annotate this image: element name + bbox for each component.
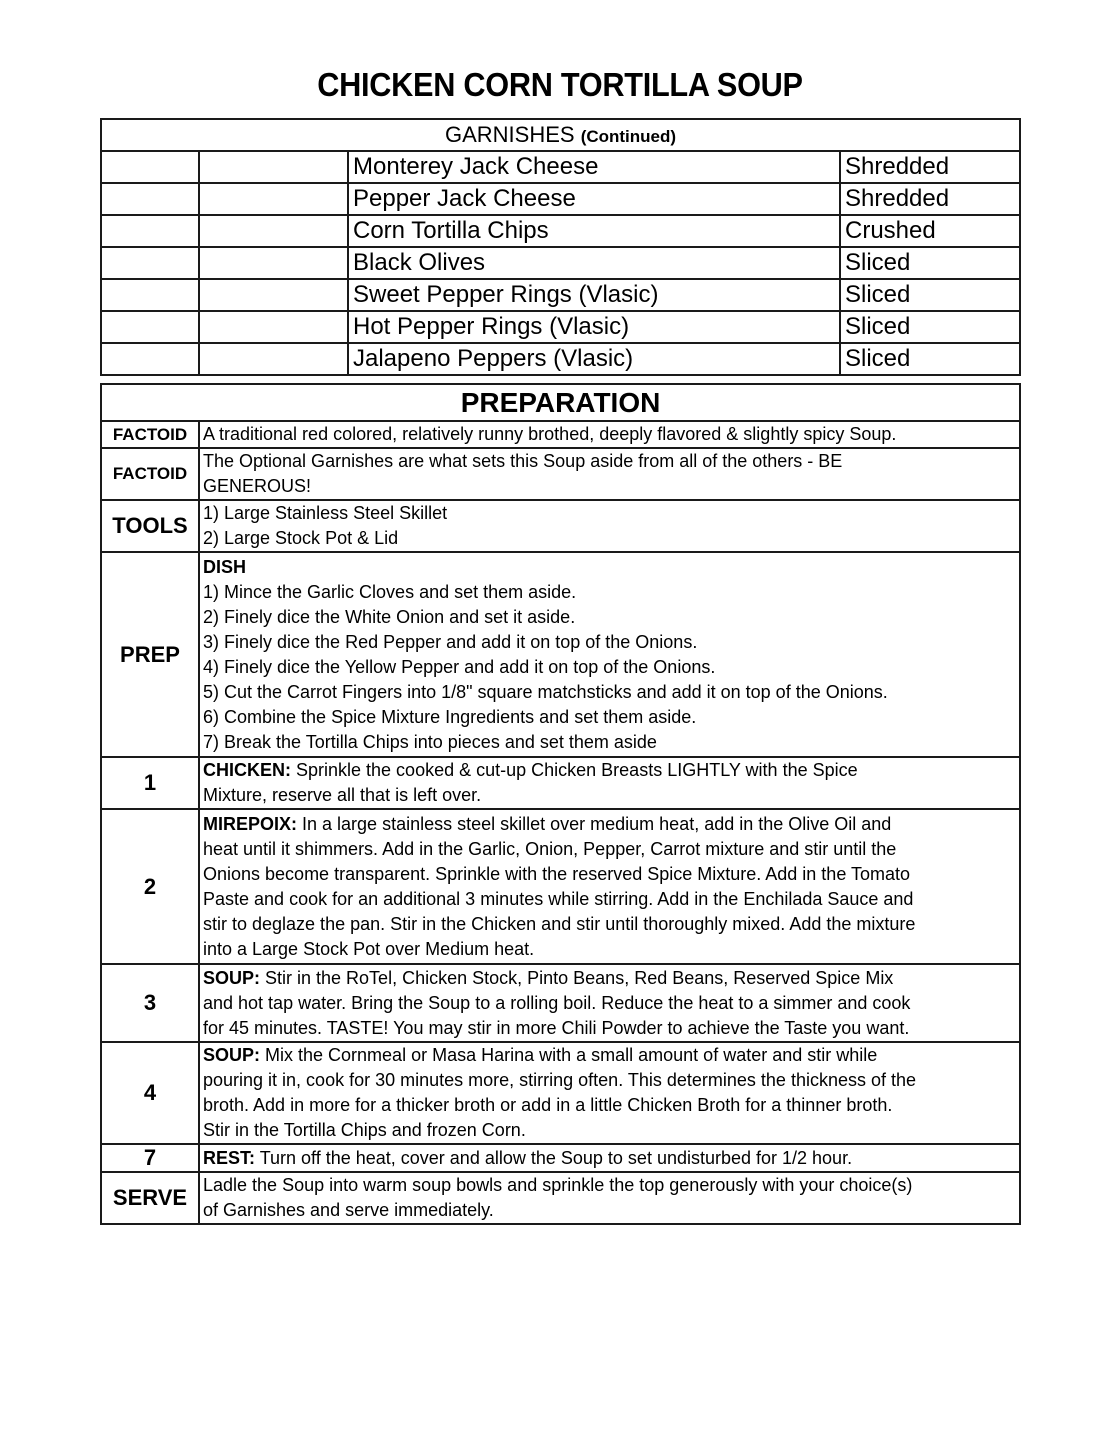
garnishes-heading-text: GARNISHES [444,122,575,147]
text-line: of Garnishes and serve immediately. [203,1200,494,1220]
empty-cell [101,279,199,311]
text-line: 2) Finely dice the White Onion and set it aside. [203,606,576,627]
step-row [101,757,1020,809]
garnishes-heading-note: (Continued) [580,127,677,146]
garnish-item: Sweet Pepper Rings (Vlasic) [348,279,840,311]
step-lead: SOUP: [203,1045,261,1065]
garnish-row [101,151,1020,183]
step-row [101,1144,1020,1172]
garnish-prep: Sliced [840,247,1020,279]
garnish-prep: Crushed [840,215,1020,247]
text-line: and hot tap water. Bring the Soup to a rolling boil. Reduce the heat to a simmer and cook [203,992,911,1013]
text-line: pouring it in, cook for 30 minutes more, stirring often. This determines the thickness of the [203,1070,917,1090]
garnishes-header-row [101,119,1020,151]
row-text [199,552,1020,757]
text-line: Mixture, reserve all that is left over. [203,785,482,805]
step-lead: MIREPOIX: [203,813,298,834]
text-line: 5) Cut the Carrot Fingers into 1/8" square matchsticks and add it on top of the Onions. [203,681,888,702]
row-label: SERVE [101,1172,199,1224]
text-line: 2) Large Stock Pot & Lid [203,528,399,548]
text-line: for 45 minutes. TASTE! You may stir in more Chili Powder to achieve the Taste you want. [203,1017,910,1038]
row-text [199,448,1020,500]
garnish-item: Monterey Jack Cheese [348,151,840,183]
step-number: 7 [101,1144,199,1172]
step-number: 1 [101,757,199,809]
empty-cell [101,311,199,343]
step-number: 2 [101,809,199,964]
text-line: Paste and cook for an additional 3 minutes while stirring. Add in the Enchilada Sauce and [203,888,914,909]
empty-cell [199,279,348,311]
step-row [101,1042,1020,1144]
text-line: into a Large Stock Pot over Medium heat. [203,938,535,959]
preparation-header-row [101,384,1020,421]
text-line: 1) Mince the Garlic Cloves and set them aside. [203,581,577,602]
factoid-row [101,421,1020,448]
step-number: 4 [101,1042,199,1144]
row-label: PREP [101,552,199,757]
garnish-prep: Shredded [840,151,1020,183]
garnishes-body [101,151,1020,375]
garnish-prep: Sliced [840,343,1020,375]
row-text [199,1042,1020,1144]
text-line: Stir in the Tortilla Chips and frozen Corn. [203,1120,526,1140]
empty-cell [101,343,199,375]
garnish-row [101,215,1020,247]
empty-cell [199,343,348,375]
garnish-row [101,183,1020,215]
text-line: Onions become transparent. Sprinkle with the reserved Spice Mixture. Add in the Tomato [203,863,911,884]
prep-row [101,552,1020,757]
row-text [199,1172,1020,1224]
garnish-item: Hot Pepper Rings (Vlasic) [348,311,840,343]
garnishes-table [100,118,1021,376]
text-line: Ladle the Soup into warm soup bowls and sprinkle the top generously with your choice(s) [203,1175,913,1195]
row-label: TOOLS [101,500,199,552]
garnish-item: Corn Tortilla Chips [348,215,840,247]
garnish-row [101,311,1020,343]
garnish-row [101,343,1020,375]
text-line: heat until it shimmers. Add in the Garlic, Onion, Pepper, Carrot mixture and stir until the [203,838,897,859]
tools-row [101,500,1020,552]
garnish-prep: Sliced [840,279,1020,311]
garnish-prep: Sliced [840,311,1020,343]
row-text [199,421,1020,448]
empty-cell [199,215,348,247]
step-lead: SOUP: [203,967,261,988]
garnish-prep: Shredded [840,183,1020,215]
preparation-table [100,383,1021,1225]
empty-cell [199,247,348,279]
step-number: 3 [101,964,199,1042]
garnish-item: Pepper Jack Cheese [348,183,840,215]
text-line: In a large stainless steel skillet over medium heat, add in the Olive Oil and [297,813,892,834]
garnish-item: Jalapeno Peppers (Vlasic) [348,343,840,375]
text-line: broth. Add in more for a thicker broth or add in a little Chicken Broth for a thinner broth. [203,1095,893,1115]
garnish-row [101,247,1020,279]
empty-cell [101,183,199,215]
serve-row [101,1172,1020,1224]
empty-cell [101,215,199,247]
step-row [101,809,1020,964]
text-line: Mix the Cornmeal or Masa Harina with a small amount of water and stir while [260,1045,878,1065]
text-line: Stir in the RoTel, Chicken Stock, Pinto Beans, Red Beans, Reserved Spice Mix [260,967,894,988]
row-text [199,757,1020,809]
text-line: Sprinkle the cooked & cut-up Chicken Breasts LIGHTLY with the Spice [291,760,858,780]
garnish-row [101,279,1020,311]
empty-cell [199,183,348,215]
row-text [199,809,1020,964]
text-line: 3) Finely dice the Red Pepper and add it on top of the Onions. [203,631,698,652]
step-lead: CHICKEN: [203,760,291,780]
text-line: 6) Combine the Spice Mixture Ingredients and set them aside. [203,706,697,727]
garnish-item: Black Olives [348,247,840,279]
row-label: FACTOID [101,421,199,448]
text-line: 7) Break the Tortilla Chips into pieces and set them aside [203,731,657,752]
step-lead: REST: [203,1147,256,1168]
text-line: A traditional red colored, relatively runny brothed, deeply flavored & slightly spicy Soup. [203,424,897,444]
text-line: 1) Large Stainless Steel Skillet [203,503,448,523]
row-label: FACTOID [101,448,199,500]
step-row [101,964,1020,1042]
text-line: The Optional Garnishes are what sets this Soup aside from all of the others - BE [203,451,843,471]
empty-cell [101,247,199,279]
text-line: stir to deglaze the pan. Stir in the Chicken and stir until thoroughly mixed. Add the mixture [203,913,916,934]
empty-cell [101,151,199,183]
row-text [199,1144,1020,1172]
text-line: GENEROUS! [203,476,312,496]
text-line: 4) Finely dice the Yellow Pepper and add it on top of the Onions. [203,656,716,677]
prep-subheading: DISH [203,556,247,577]
text-line: Turn off the heat, cover and allow the Soup to set undisturbed for 1/2 hour. [255,1147,853,1168]
empty-cell [199,311,348,343]
garnishes-heading [101,119,1020,151]
page-title: CHICKEN CORN TORTILLA SOUP [317,66,803,103]
preparation-heading: PREPARATION [101,384,1020,421]
row-text [199,964,1020,1042]
row-text [199,500,1020,552]
empty-cell [199,151,348,183]
factoid-row [101,448,1020,500]
